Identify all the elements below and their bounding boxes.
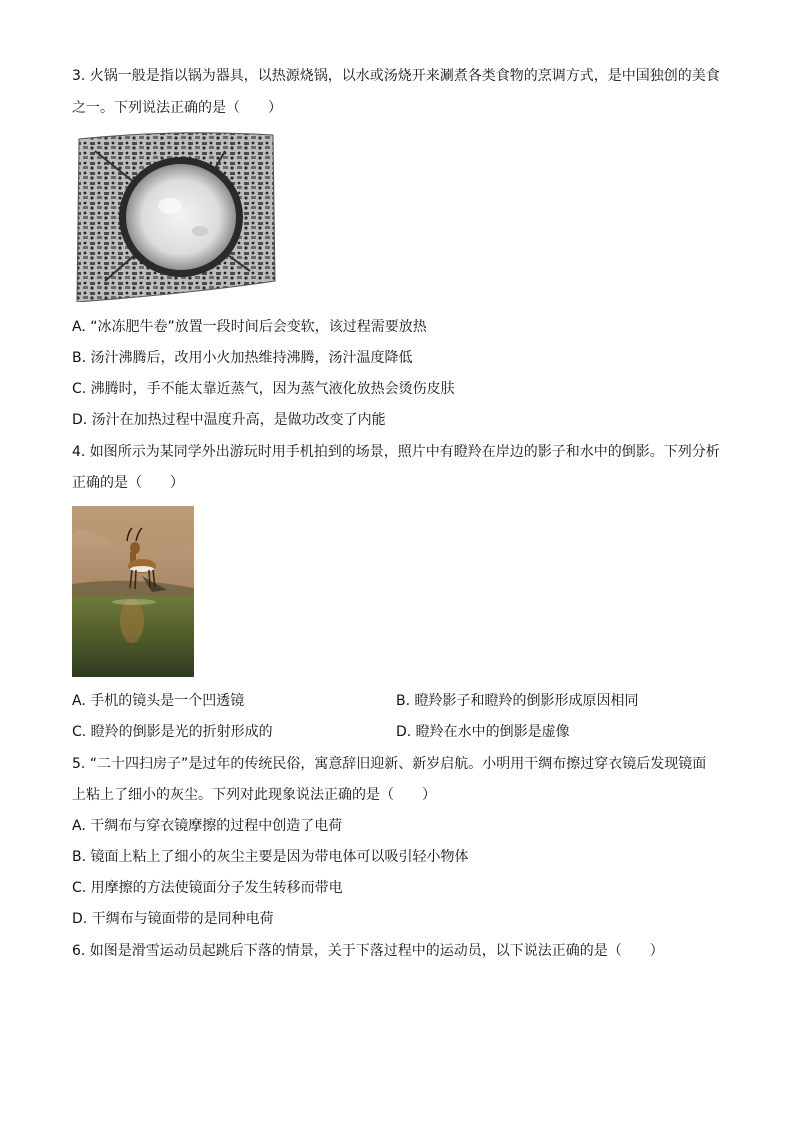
q4-stem-line-1: 4. 如图所示为某同学外出游玩时用手机拍到的场景，照片中有瞪羚在岸边的影子和水中的倒影。下列分析 xyxy=(72,444,720,460)
q3-option-a: A. “冰冻肥牛卷”放置一段时间后会变软，该过程需要放热 xyxy=(72,319,427,335)
q4-option-d: D. 瞪羚在水中的倒影是虚像 xyxy=(396,724,570,740)
q6-stem-line-1: 6. 如图是滑雪运动员起跳后下落的情景，关于下落过程中的运动员，以下说法正确的是（ ） xyxy=(72,943,664,959)
q4-stem-line-2: 正确的是（ ） xyxy=(72,475,184,491)
q3-option-b: B. 汤汁沸腾后，改用小火加热维持沸腾，汤汁温度降低 xyxy=(72,350,413,366)
q3-option-d: D. 汤汁在加热过程中温度升高，是做功改变了内能 xyxy=(72,412,386,428)
q4-option-a: A. 手机的镜头是一个凹透镜 xyxy=(72,693,245,709)
q3-stem-line-1: 3. 火锅一般是指以锅为器具，以热源烧锅，以水或汤烧开来涮煮各类食物的烹调方式，是中国独创的美食 xyxy=(72,68,720,84)
q4-option-c: C. 瞪羚的倒影是光的折射形成的 xyxy=(72,724,273,740)
gazelle-photo xyxy=(72,506,194,677)
q5-stem-line-2: 上粘上了细小的灰尘。下列对此现象说法正确的是（ ） xyxy=(72,787,436,803)
q5-option-c: C. 用摩擦的方法使镜面分子发生转移而带电 xyxy=(72,880,343,896)
q4-option-b: B. 瞪羚影子和瞪羚的倒影形成原因相同 xyxy=(396,693,639,709)
q5-stem-line-1: 5. “二十四扫房子”是过年的传统民俗，寓意辞旧迎新、新岁启航。小明用干绸布擦过穿衣镜后发现镜面 xyxy=(72,756,707,772)
q3-stem-line-2: 之一。下列说法正确的是（ ） xyxy=(72,100,282,116)
q3-option-c: C. 沸腾时，手不能太靠近蒸气，因为蒸气液化放热会烫伤皮肤 xyxy=(72,381,455,397)
q5-option-a: A. 干绸布与穿衣镜摩擦的过程中创造了电荷 xyxy=(72,818,343,834)
hotpot-photo xyxy=(75,131,277,302)
q5-option-b: B. 镜面上粘上了细小的灰尘主要是因为带电体可以吸引轻小物体 xyxy=(72,849,469,865)
q5-option-d: D. 干绸布与镜面带的是同种电荷 xyxy=(72,911,274,927)
